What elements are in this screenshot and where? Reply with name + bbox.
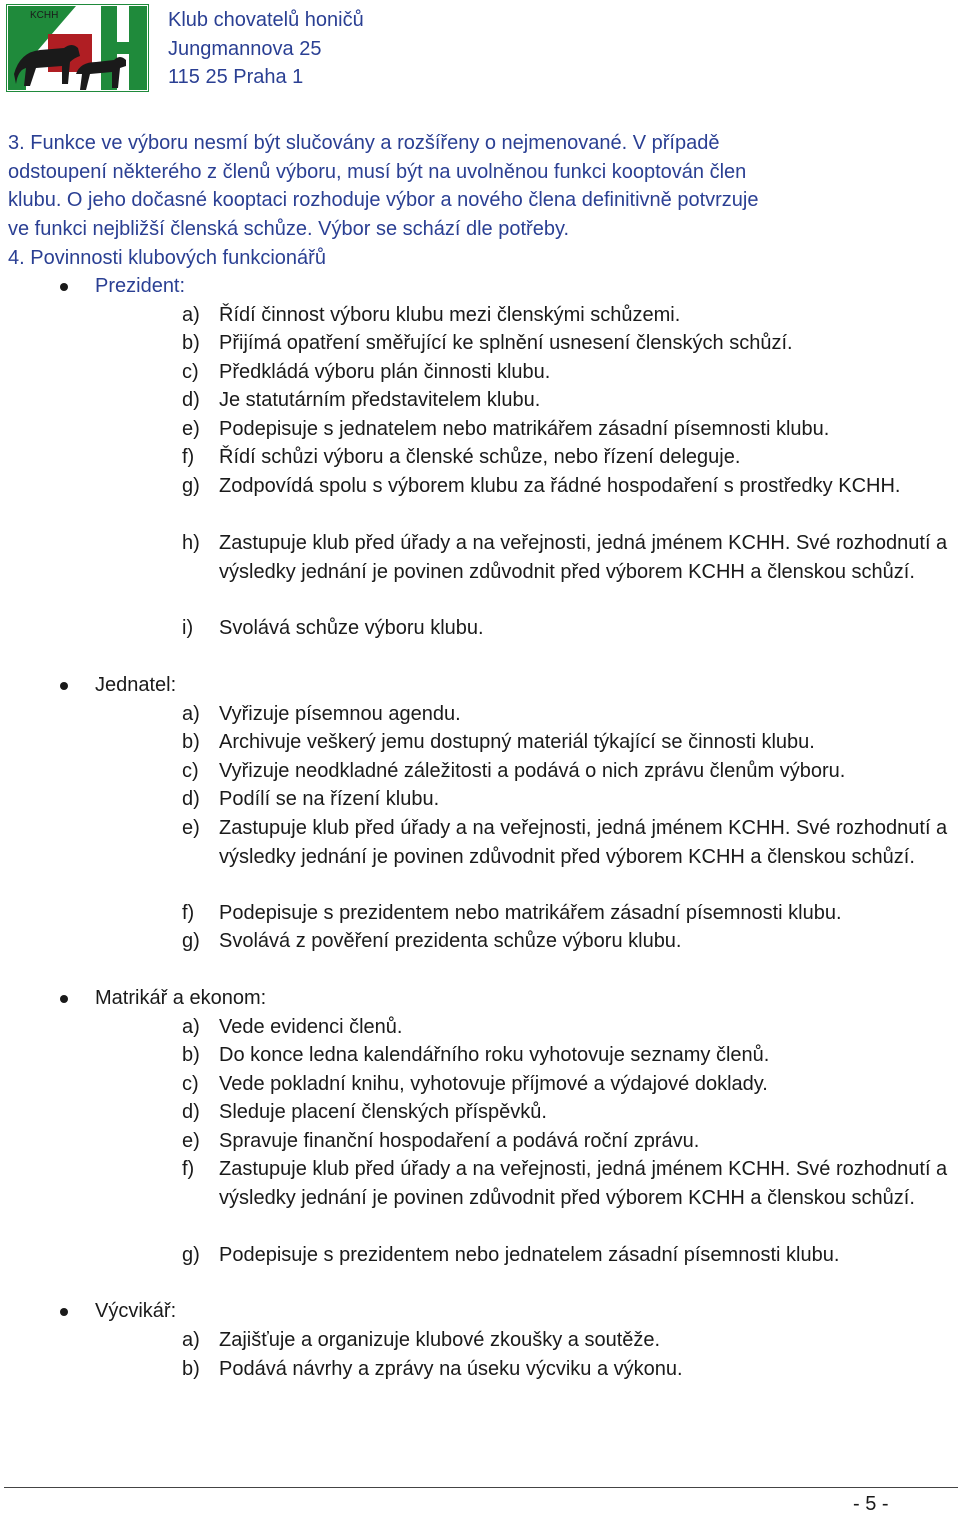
item-text: Vede pokladní knihu, vyhotovuje příjmové a výdajové doklady. — [219, 1073, 768, 1095]
logo-text: KCHH — [30, 10, 59, 21]
item-letter: c) — [182, 1073, 199, 1095]
clause-4-heading: 4. Povinnosti klubových funkcionářů — [8, 247, 326, 269]
item-text: Podílí se na řízení klubu. — [219, 788, 440, 810]
item-text: Svolává schůze výboru klubu. — [219, 617, 484, 639]
item-text: Svolává z pověření prezidenta schůze výboru klubu. — [219, 930, 682, 952]
item-letter: h) — [182, 532, 200, 554]
item-text: Řídí činnost výboru klubu mezi členskými schůzemi. — [219, 304, 681, 326]
item-text: Podepisuje s jednatelem nebo matrikářem zásadní písemnosti klubu. — [219, 418, 830, 440]
section-title: Jednatel: — [95, 674, 177, 696]
item-text: Zastupuje klub před úřady a na veřejnosti, jedná jménem KCHH. Své rozhodnutí a výsledky jednání je povinen zdůvodnit před výborem KCHH a členskou schůzí. — [219, 817, 948, 868]
clause-3 — [8, 129, 948, 243]
item-text: Podepisuje s prezidentem nebo jednatelem zásadní písemnosti klubu. — [219, 1244, 840, 1266]
item-letter: c) — [182, 361, 199, 383]
item-letter: a) — [182, 304, 200, 326]
org-name: Klub chovatelů honičů — [168, 9, 364, 31]
item-text: Předkládá výboru plán činnosti klubu. — [219, 361, 551, 383]
item-letter: c) — [182, 760, 199, 782]
bullet-icon — [60, 283, 68, 291]
clause-3-line: klubu. O jeho dočasné kooptaci rozhoduje výbor a nového člena definitivně potvrzuje — [8, 189, 759, 211]
bullet-icon — [60, 1308, 68, 1316]
item-text: Zodpovídá spolu s výborem klubu za řádné hospodaření s prostředky KCHH. — [219, 475, 901, 497]
clause-3-line: ve funkci nejbližší členská schůze. Výbor se schází dle potřeby. — [8, 217, 570, 240]
bullet-icon — [60, 995, 68, 1003]
item-letter: a) — [182, 1329, 200, 1351]
item-letter: e) — [182, 817, 200, 839]
item-text: Podává návrhy a zprávy na úseku výcviku a výkonu. — [219, 1358, 683, 1380]
item-letter: a) — [182, 1016, 200, 1038]
item-letter: g) — [182, 1244, 200, 1266]
item-letter: g) — [182, 930, 200, 952]
org-header — [168, 6, 364, 92]
item-letter: b) — [182, 1044, 200, 1066]
item-text: Podepisuje s prezidentem nebo matrikářem zásadní písemnosti klubu. — [219, 902, 842, 924]
page-number: - 5 - — [853, 1493, 889, 1515]
item-letter: f) — [182, 1158, 195, 1180]
section-title: Výcvikář: — [95, 1300, 177, 1322]
item-text: Řídí schůzi výboru a členské schůze, nebo řízení deleguje. — [219, 446, 741, 468]
item-text: Zajišťuje a organizuje klubové zkoušky a soutěže. — [219, 1329, 661, 1351]
bullet-icon — [60, 682, 68, 690]
item-text: Archivuje veškerý jemu dostupný materiál týkající se činnosti klubu. — [219, 731, 815, 753]
item-text: Zastupuje klub před úřady a na veřejnosti, jedná jménem KCHH. Své rozhodnutí a výsledky jednání je povinen zdůvodnit před výborem KCHH a členskou schůzí. — [219, 1158, 948, 1209]
item-text: Sleduje placení členských příspěvků. — [219, 1101, 547, 1123]
item-text: Přijímá opatření směřující ke splnění usnesení členských schůzí. — [219, 332, 793, 354]
item-letter: e) — [182, 418, 200, 440]
section-title: Prezident: — [95, 275, 186, 297]
clause-3-line: 3. Funkce ve výboru nesmí být slučovány a rozšířeny o nejmenované. V případě — [8, 132, 720, 154]
item-text: Vyřizuje písemnou agendu. — [219, 703, 461, 725]
club-logo — [6, 4, 149, 92]
item-letter: b) — [182, 1358, 200, 1380]
item-letter: e) — [182, 1130, 200, 1152]
clause-3-line: odstoupení některého z členů výboru, musí být na uvolněnou funkci kooptován člen — [8, 160, 747, 183]
item-text: Je statutárním představitelem klubu. — [219, 389, 541, 411]
item-letter: d) — [182, 788, 200, 810]
item-letter: d) — [182, 389, 200, 411]
item-text: Do konce ledna kalendářního roku vyhotovuje seznamy členů. — [219, 1044, 770, 1066]
item-letter: g) — [182, 475, 200, 497]
org-street: Jungmannova 25 — [168, 37, 322, 60]
item-letter: b) — [182, 731, 200, 753]
item-text: Zastupuje klub před úřady a na veřejnosti, jedná jménem KCHH. Své rozhodnutí a výsledky jednání je povinen zdůvodnit před výborem KCHH a členskou schůzí. — [219, 532, 948, 583]
org-city: 115 25 Praha 1 — [168, 66, 304, 88]
item-letter: a) — [182, 703, 200, 725]
item-letter: f) — [182, 446, 195, 468]
item-text: Vede evidenci členů. — [219, 1016, 403, 1038]
footer-divider — [4, 1487, 958, 1488]
item-letter: f) — [182, 902, 195, 924]
item-letter: i) — [182, 617, 194, 639]
item-letter: b) — [182, 332, 200, 354]
section-title: Matrikář a ekonom: — [95, 987, 267, 1009]
item-text: Vyřizuje neodkladné záležitosti a podává o nich zprávu členům výboru. — [219, 760, 846, 782]
item-text: Spravuje finanční hospodaření a podává roční zprávu. — [219, 1130, 700, 1152]
item-letter: d) — [182, 1101, 200, 1123]
